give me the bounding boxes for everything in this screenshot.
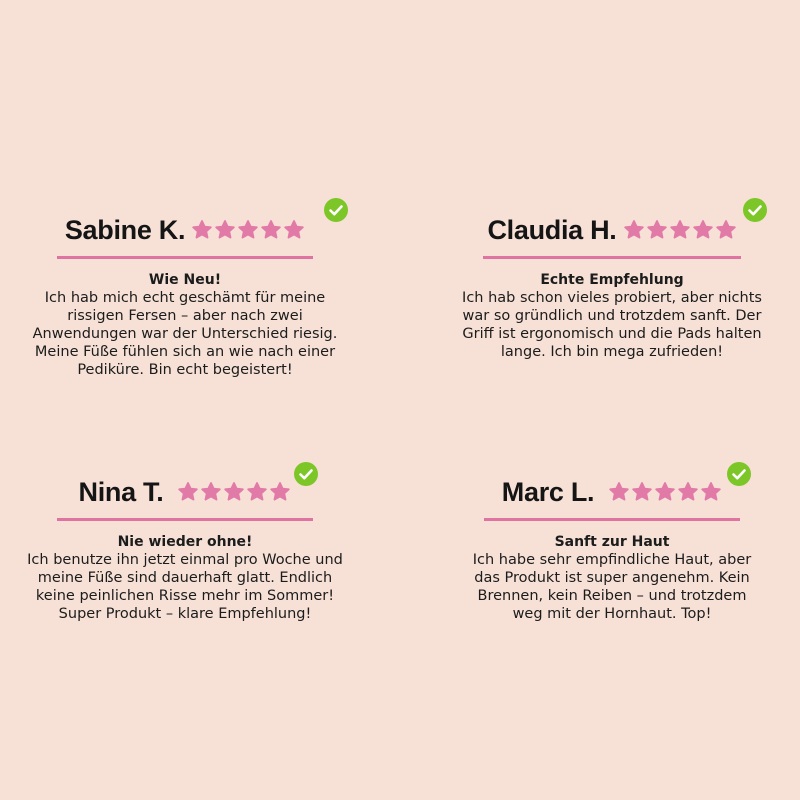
review-card-sabine — [20, 210, 350, 379]
star-icon — [677, 481, 699, 503]
review-header — [447, 210, 777, 250]
star-icon — [237, 219, 259, 241]
star-icon — [246, 481, 268, 503]
review-divider — [57, 256, 313, 259]
star-rating — [191, 219, 305, 241]
review-title: Sanft zur Haut — [554, 534, 670, 550]
star-icon — [631, 481, 653, 503]
star-icon — [269, 481, 291, 503]
star-rating — [608, 481, 722, 503]
star-icon — [191, 219, 213, 241]
reviewer-name: Nina T. — [78, 476, 164, 507]
star-icon — [214, 219, 236, 241]
review-title: Wie Neu! — [148, 272, 222, 288]
verified-check-icon — [324, 198, 348, 222]
star-icon — [223, 481, 245, 503]
review-divider — [483, 256, 741, 259]
star-icon — [177, 481, 199, 503]
star-rating — [177, 481, 291, 503]
review-text: Ich hab schon vieles probiert, aber nichts war so gründlich und trotzdem sanft. Der Griff ist ergonomisch und die Pads halten lange. Ich bin mega zufrieden! — [462, 290, 762, 360]
star-icon — [200, 481, 222, 503]
review-text: Ich hab mich echt geschämt für meine rissigen Fersen – aber nach zwei Anwendungen war der Unterschied riesig. Meine Füße fühlen sich an wie nach einer Pediküre. Bin echt begeistert! — [32, 290, 338, 378]
review-header — [20, 210, 350, 250]
star-icon — [623, 219, 645, 241]
star-icon — [700, 481, 722, 503]
star-icon — [646, 219, 668, 241]
review-title: Nie wieder ohne! — [117, 534, 253, 550]
review-header — [20, 472, 350, 512]
star-rating — [623, 219, 737, 241]
reviewer-name: Marc L. — [501, 476, 595, 507]
reviewer-name: Claudia H. — [487, 214, 617, 245]
review-text: Ich habe sehr empfindliche Haut, aber das Produkt ist super angenehm. Kein Brennen, kein Reiben – und trotzdem weg mit der Hornhaut. Top! — [472, 552, 752, 622]
star-icon — [283, 219, 305, 241]
star-icon — [715, 219, 737, 241]
star-icon — [260, 219, 282, 241]
review-divider — [484, 518, 740, 521]
star-icon — [608, 481, 630, 503]
review-card-marc — [447, 472, 777, 623]
reviewer-name: Sabine K. — [64, 214, 186, 245]
review-card-nina — [20, 472, 350, 623]
verified-check-icon — [294, 462, 318, 486]
star-icon — [669, 219, 691, 241]
star-icon — [692, 219, 714, 241]
review-text: Ich benutze ihn jetzt einmal pro Woche und meine Füße sind dauerhaft glatt. Endlich keine peinlichen Risse mehr im Sommer! Super Produkt – klare Empfehlung! — [27, 552, 343, 622]
review-title: Echte Empfehlung — [540, 272, 684, 288]
star-icon — [654, 481, 676, 503]
review-card-claudia — [447, 210, 777, 361]
verified-check-icon — [743, 198, 767, 222]
review-header — [447, 472, 777, 512]
review-divider — [57, 518, 313, 521]
verified-check-icon — [727, 462, 751, 486]
